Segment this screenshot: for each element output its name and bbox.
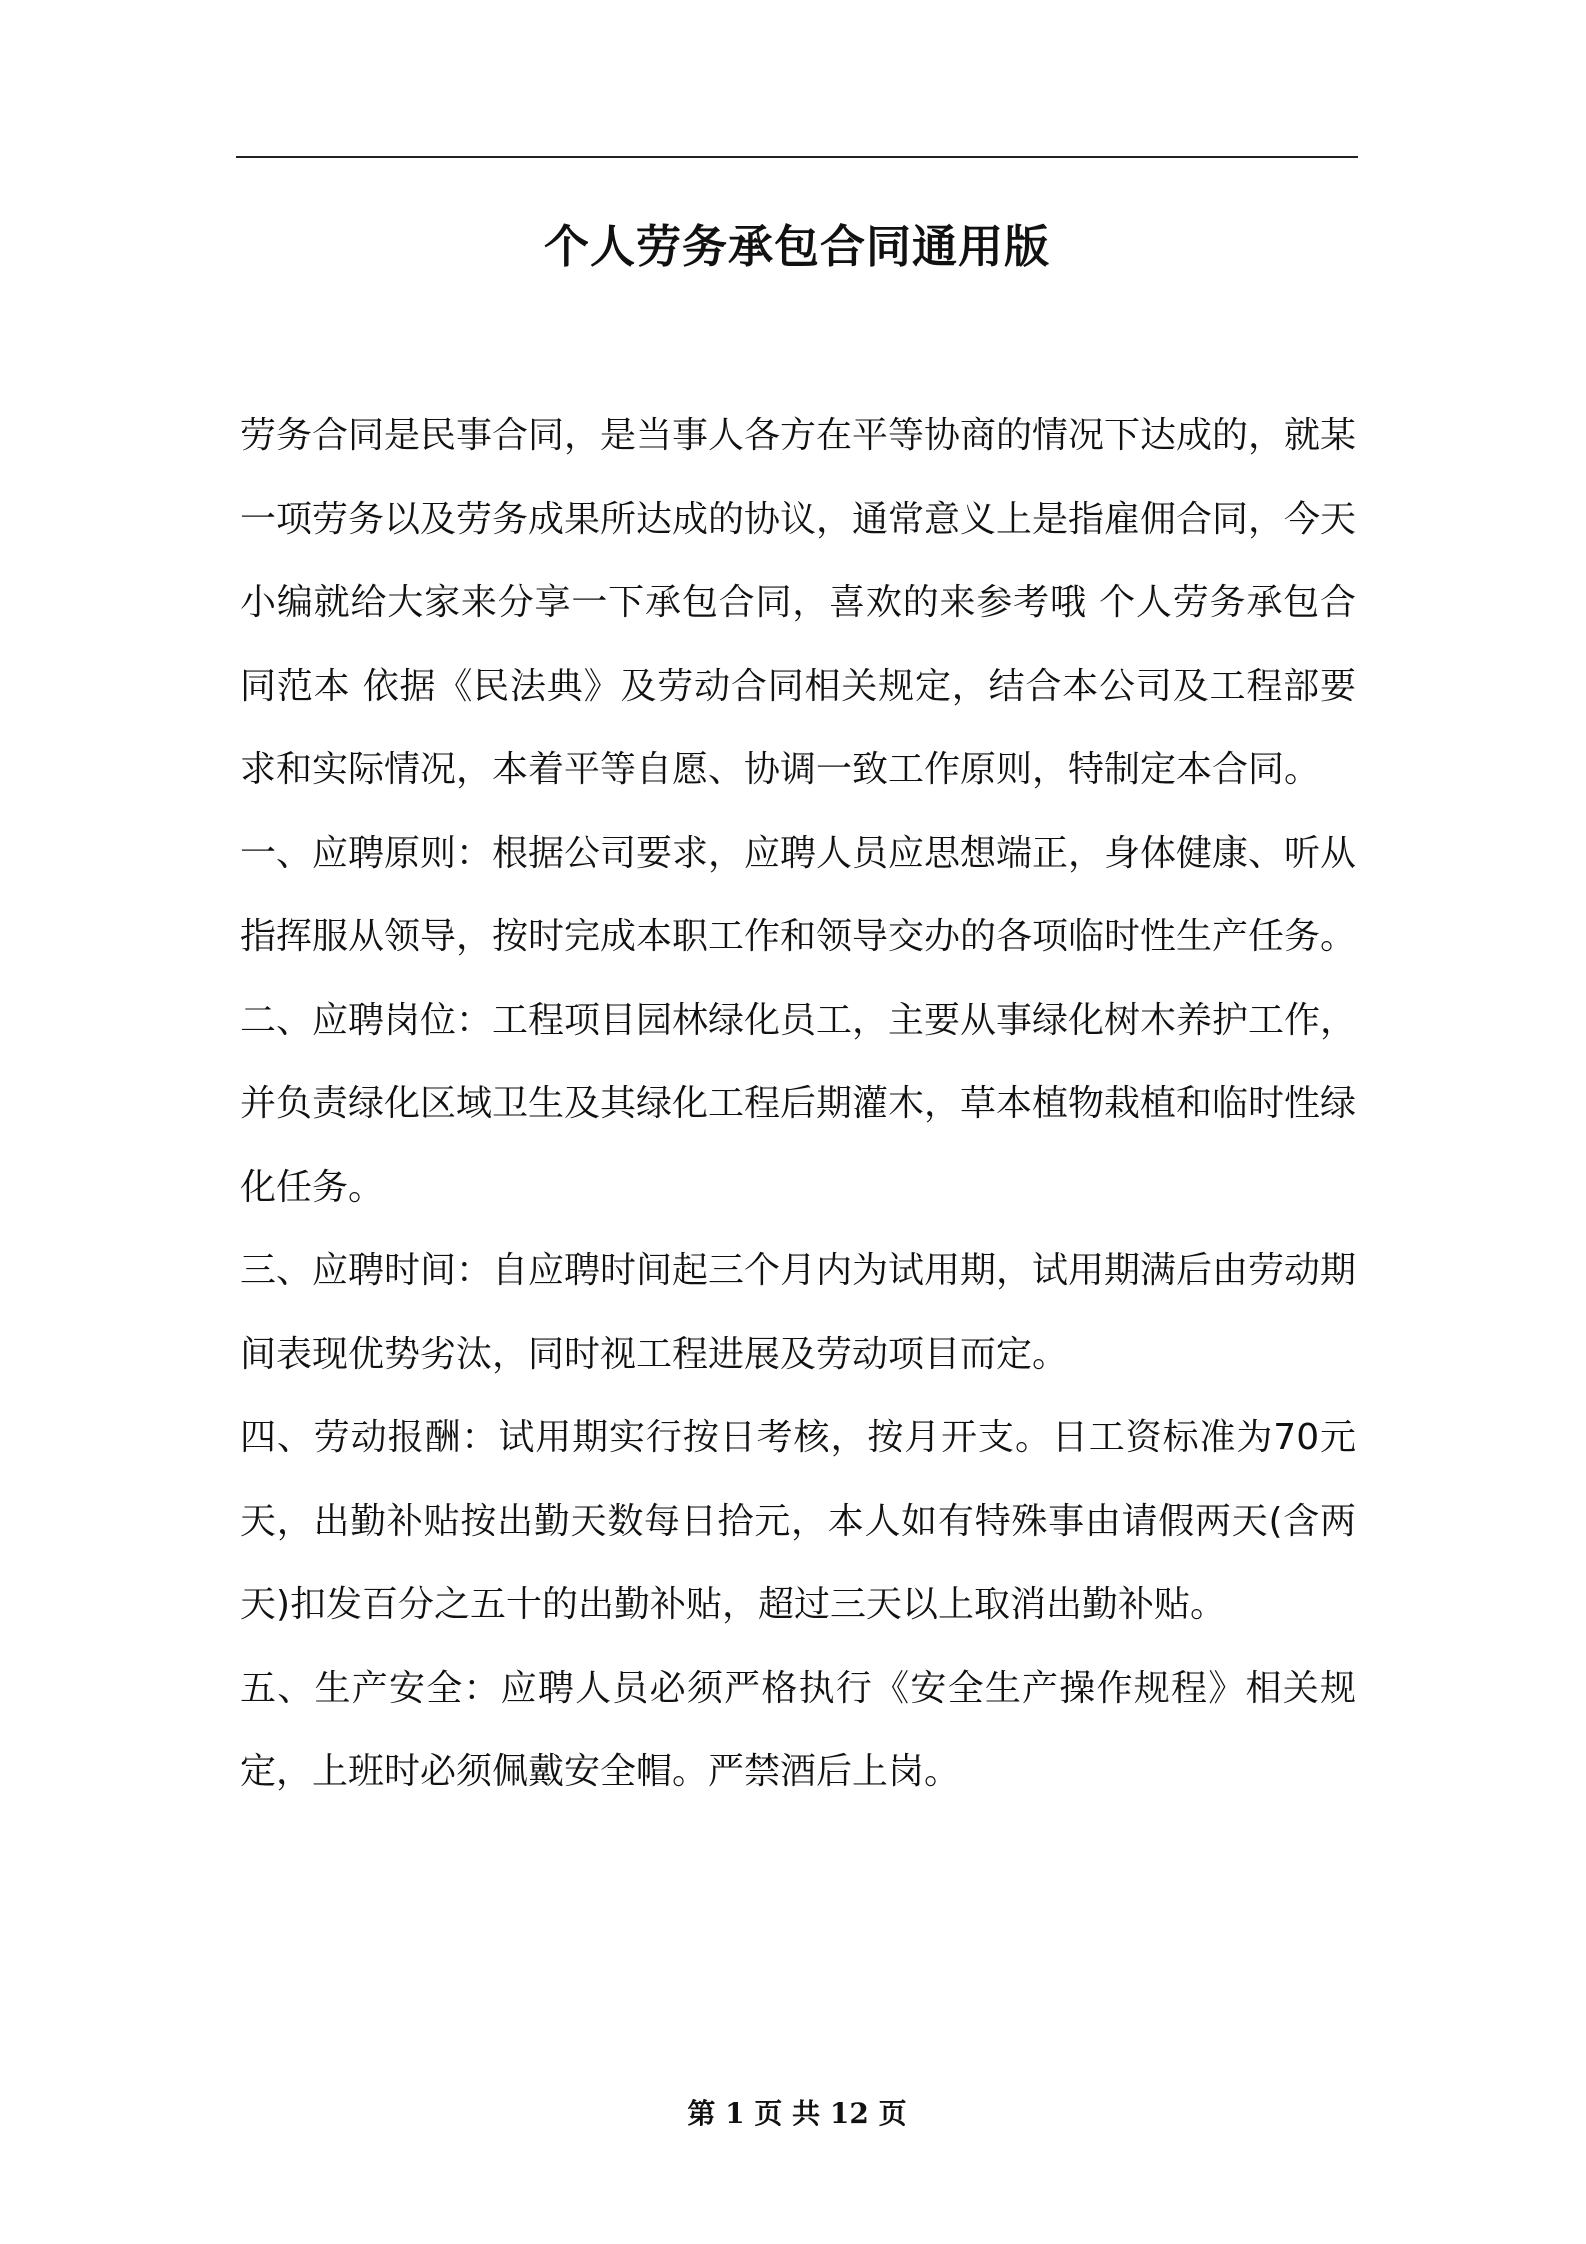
document-body [240,394,1356,1814]
intro-paragraph: 劳务合同是民事合同，是当事人各方在平等协商的情况下达成的，就某一项劳务以及劳务成果所达成的协议，通常意义上是指雇佣合同，今天小编就给大家来分享一下承包合同，喜欢的来参考哦 个人劳务承包合同范本 依据《民法典》及劳动合同相关规定，结合本公司及工程部要求和实际情况，本着平等自愿、协调一致工作原则，特制定本合同。 [240,415,1357,790]
document-title: 个人劳务承包合同通用版 [543,220,1050,273]
clause-3-paragraph: 三、应聘时间：自应聘时间起三个月内为试用期，试用期满后由劳动期间表现优势劣汰，同时视工程进展及劳动项目而定。 [240,1250,1357,1375]
header-rule [236,156,1358,158]
clause-5-paragraph: 五、生产安全：应聘人员必须严格执行《安全生产操作规程》相关规定，上班时必须佩戴安全帽。严禁酒后上岗。 [240,1667,1356,1792]
clause-4-paragraph: 四、劳动报酬：试用期实行按日考核，按月开支。日工资标准为70元天，出勤补贴按出勤天数每日拾元，本人如有特殊事由请假两天(含两天)扣发百分之五十的出勤补贴，超过三天以上取消出勤补贴。 [240,1417,1356,1625]
clause-1-paragraph: 一、应聘原则：根据公司要求，应聘人员应思想端正，身体健康、听从指挥服从领导，按时完成本职工作和领导交办的各项临时性生产任务。 [240,832,1357,957]
clause-2-paragraph: 二、应聘岗位：工程项目园林绿化员工，主要从事绿化树木养护工作，并负责绿化区域卫生及其绿化工程后期灌木，草本植物栽植和临时性绿化任务。 [240,999,1357,1208]
page-number: 第 1 页 共 12 页 [687,2097,907,2130]
